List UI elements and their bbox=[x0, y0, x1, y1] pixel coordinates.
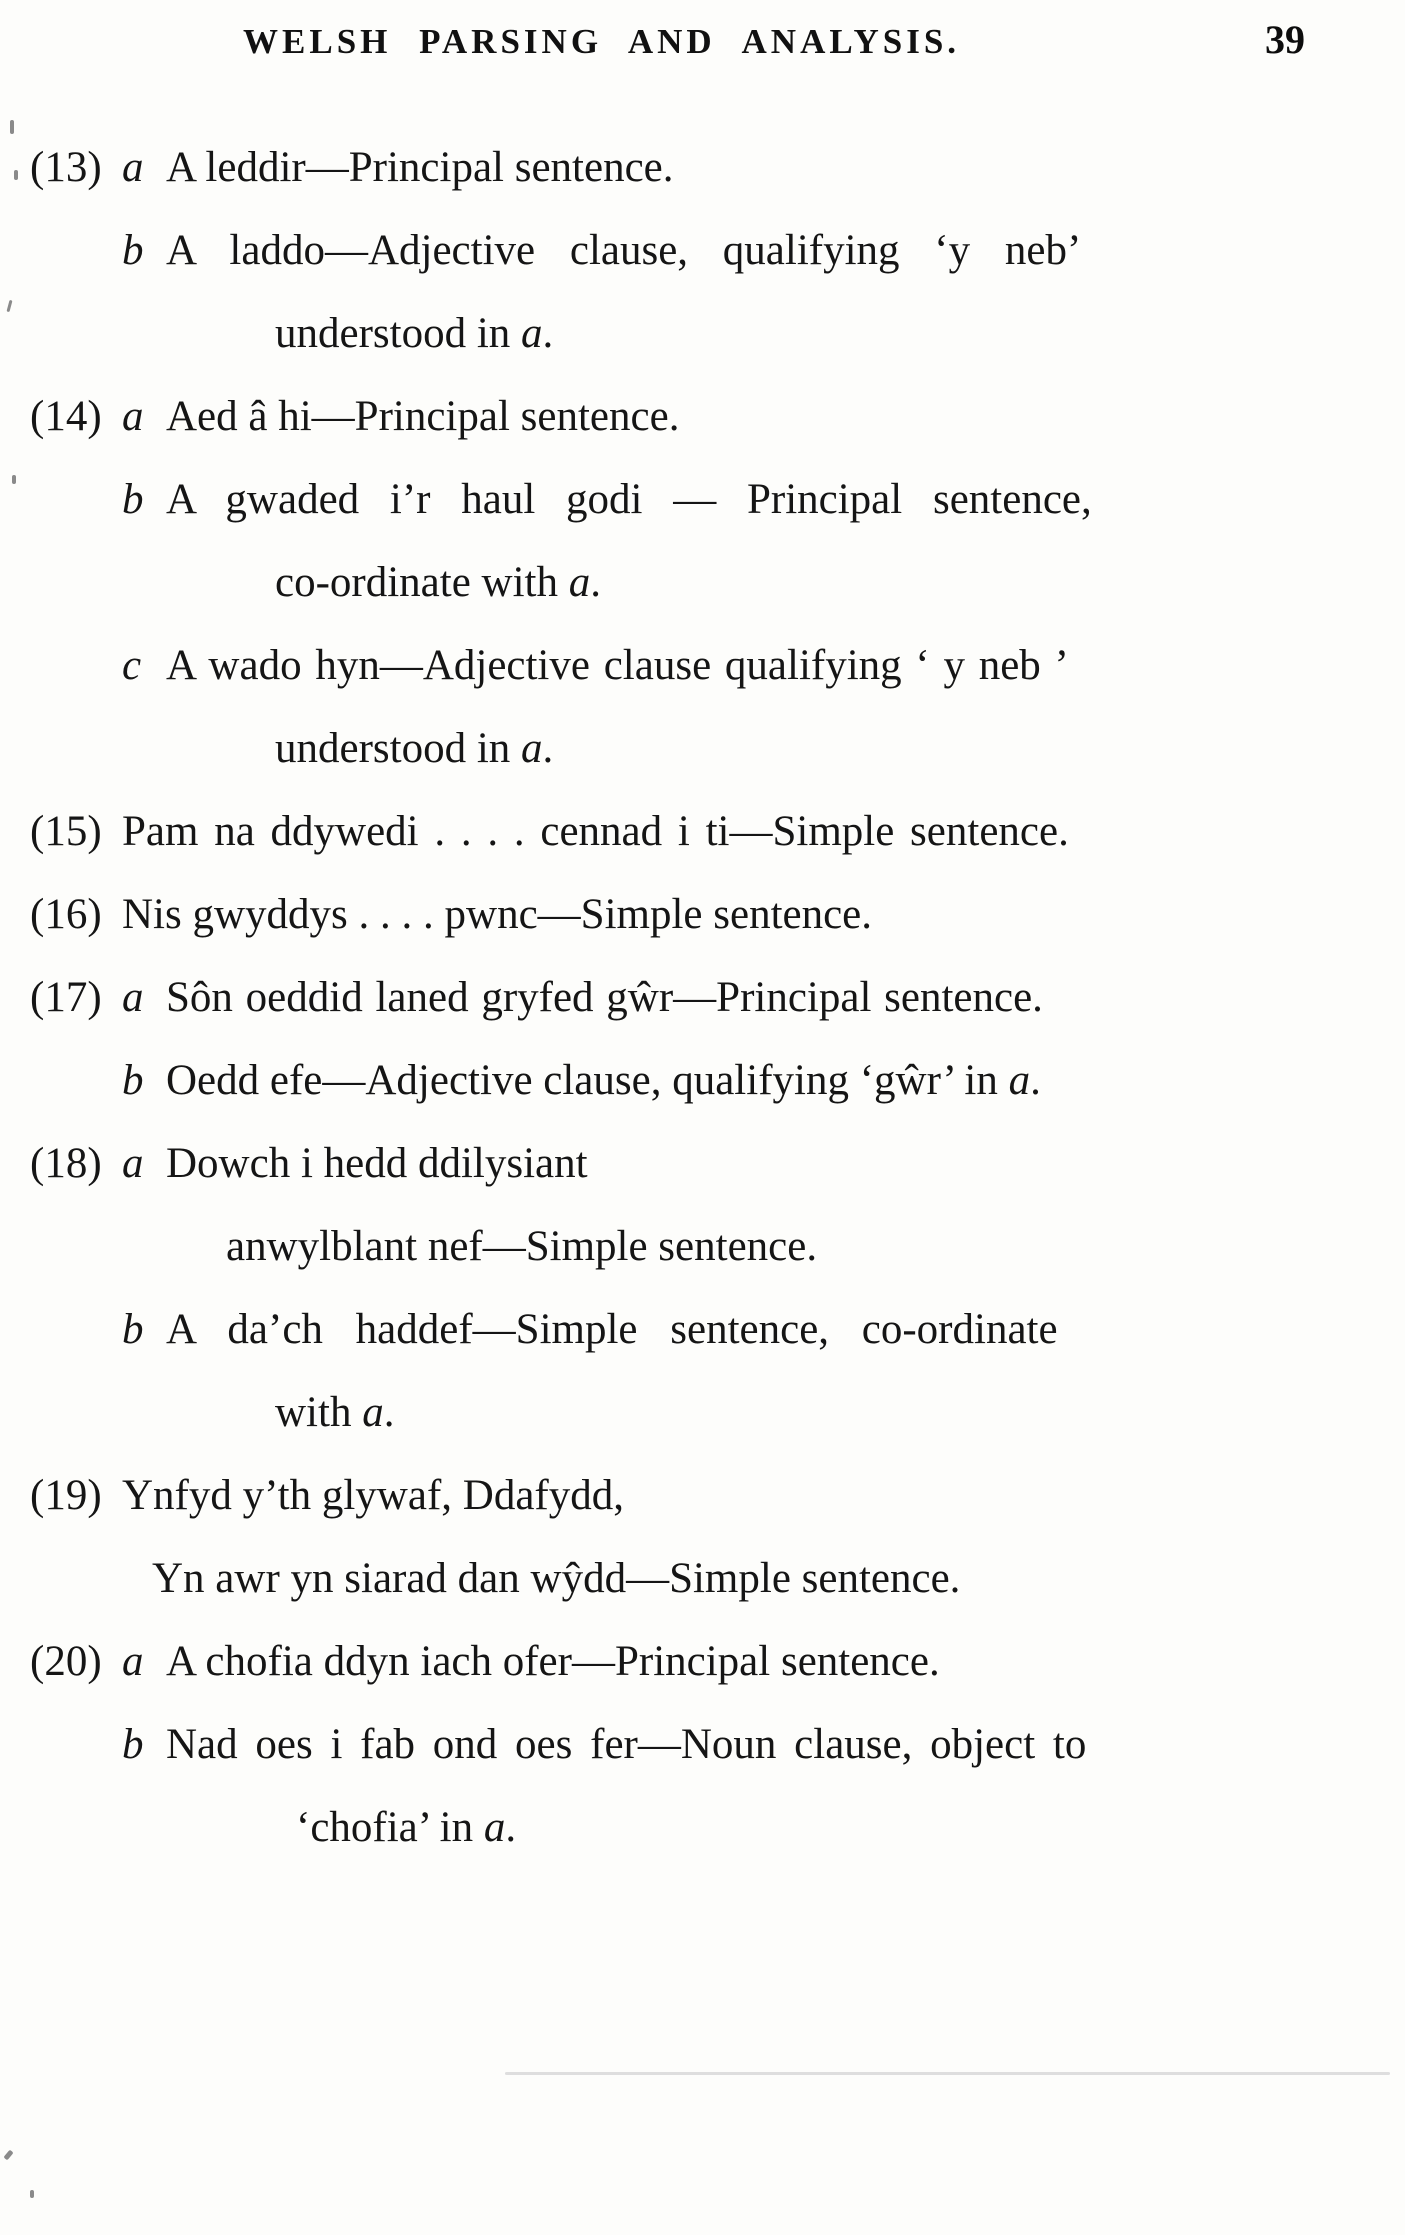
line-text: Dowch i hedd ddilysiant bbox=[166, 1140, 588, 1187]
text-line bbox=[122, 1302, 1347, 1358]
line-text: A chofia ddyn iach ofer—Principal sentence. bbox=[166, 1638, 940, 1685]
item-letter: b bbox=[122, 1721, 144, 1768]
text-line bbox=[30, 804, 1347, 860]
item-letter: b bbox=[122, 1306, 144, 1353]
text-line bbox=[275, 306, 1347, 362]
line-text: Pam na ddywedi . . . . cennad i ti—Simple sentence. bbox=[122, 808, 1069, 855]
scan-speck bbox=[3, 2150, 13, 2161]
scan-speck bbox=[12, 475, 16, 484]
line-text: A gwaded i’r haul godi — Principal sentence, bbox=[166, 476, 1092, 523]
item-number: (14) bbox=[30, 393, 102, 440]
line-text: understood in a. bbox=[275, 310, 554, 357]
line-text: with a. bbox=[275, 1389, 395, 1436]
line-text: A leddir—Principal sentence. bbox=[166, 144, 674, 191]
line-text: Nis gwyddys . . . . pwnc—Simple sentence. bbox=[122, 891, 873, 938]
text-line bbox=[30, 1634, 1347, 1690]
item-number: (13) bbox=[30, 144, 102, 191]
line-text: ‘chofia’ in a. bbox=[296, 1804, 517, 1851]
italic-clause-ref: a bbox=[362, 1389, 384, 1436]
scan-speck bbox=[30, 2190, 34, 2198]
text-line bbox=[30, 887, 1347, 943]
line-text: A laddo—Adjective clause, qualifying ‘y neb’ bbox=[166, 227, 1082, 274]
scan-artifact-line bbox=[505, 2072, 1390, 2075]
text-line bbox=[122, 223, 1347, 279]
text-line bbox=[122, 1717, 1347, 1773]
text-line bbox=[226, 1219, 1347, 1275]
italic-clause-ref: a bbox=[1008, 1057, 1031, 1104]
line-text: A da’ch haddef—Simple sentence, co-ordinate bbox=[166, 1306, 1058, 1353]
line-text: Sôn oeddid laned gryfed gŵr—Principal sentence. bbox=[166, 974, 1043, 1021]
text-line bbox=[30, 970, 1347, 1026]
text-line bbox=[275, 555, 1347, 611]
line-text: Yn awr yn siarad dan wŷdd—Simple sentence. bbox=[152, 1555, 961, 1602]
item-letter: b bbox=[122, 1057, 144, 1104]
italic-clause-ref: a bbox=[521, 725, 543, 772]
item-letter: c bbox=[122, 642, 142, 689]
italic-clause-ref: a bbox=[568, 559, 591, 606]
item-letter: a bbox=[122, 1638, 144, 1685]
text-line bbox=[152, 1551, 1347, 1607]
item-letter: a bbox=[122, 393, 144, 440]
line-text: anwylblant nef—Simple sentence. bbox=[226, 1223, 818, 1270]
text-line bbox=[30, 389, 1347, 445]
line-text: Ynfyd y’th glywaf, Ddafydd, bbox=[122, 1472, 624, 1519]
item-number: (16) bbox=[30, 891, 102, 938]
page-body bbox=[0, 82, 1405, 1856]
text-line bbox=[30, 1136, 1347, 1192]
item-number: (15) bbox=[30, 808, 102, 855]
text-line bbox=[275, 721, 1347, 777]
line-text: Aed â hi—Principal sentence. bbox=[166, 393, 680, 440]
scan-speck bbox=[10, 120, 14, 134]
scan-speck bbox=[14, 170, 18, 180]
page-number: 39 bbox=[1265, 17, 1305, 62]
item-letter: b bbox=[122, 227, 144, 274]
text-line bbox=[122, 1053, 1347, 1109]
text-line bbox=[30, 140, 1347, 196]
running-title: WELSH PARSING AND ANALYSIS. bbox=[243, 22, 961, 61]
item-letter: a bbox=[122, 1140, 144, 1187]
line-text: A wado hyn—Adjective clause qualifying ‘ y neb ’ bbox=[166, 642, 1069, 689]
text-line bbox=[296, 1800, 1347, 1856]
line-text: understood in a. bbox=[275, 725, 554, 772]
text-line bbox=[122, 638, 1347, 694]
item-letter: a bbox=[122, 144, 144, 191]
line-text: Nad oes i fab ond oes fer—Noun clause, object to bbox=[166, 1721, 1087, 1768]
item-letter: a bbox=[122, 974, 144, 1021]
text-line bbox=[275, 1385, 1347, 1441]
italic-clause-ref: a bbox=[483, 1804, 506, 1851]
item-number: (20) bbox=[30, 1638, 102, 1685]
italic-clause-ref: a bbox=[521, 310, 543, 357]
item-letter: b bbox=[122, 476, 144, 523]
item-number: (17) bbox=[30, 974, 102, 1021]
page-header bbox=[0, 0, 1405, 82]
item-number: (19) bbox=[30, 1472, 102, 1519]
line-text: co-ordinate with a. bbox=[275, 559, 601, 606]
line-text: Oedd efe—Adjective clause, qualifying ‘gŵr’ in a. bbox=[166, 1057, 1041, 1104]
text-line bbox=[122, 472, 1347, 528]
item-number: (18) bbox=[30, 1140, 102, 1187]
text-line bbox=[30, 1468, 1347, 1524]
